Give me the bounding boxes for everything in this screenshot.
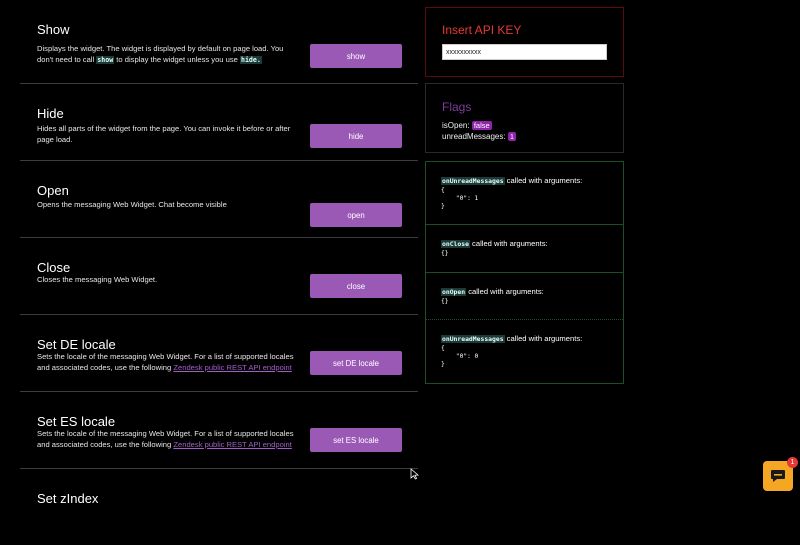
section-description: Hides all parts of the widget from the page. You can invoke it before or after page load. — [37, 124, 291, 144]
section-description: Opens the messaging Web Widget. Chat become visible — [37, 200, 227, 209]
section-description: Sets the locale of the messaging Web Widget. For a list of supported locales and associated codes, use the following Zendesk public REST API endpoint — [37, 352, 294, 372]
flag-isopen: isOpen: false — [442, 121, 490, 130]
section-hide — [20, 84, 418, 161]
flags-title: Flags — [442, 100, 472, 114]
event-entry: onUnreadMessages called with arguments: { "0": 0 } — [441, 334, 583, 368]
section-show — [20, 0, 418, 84]
event-entry: onClose called with arguments: {} — [426, 225, 623, 273]
event-entry: onUnreadMessages called with arguments: { "0": 1 } — [426, 162, 623, 225]
chat-bubble-icon — [770, 469, 786, 483]
close-button[interactable]: close — [310, 274, 402, 298]
status-column — [425, 7, 624, 384]
section-set-zindex — [20, 469, 418, 545]
mouse-cursor-icon — [410, 468, 420, 480]
set-es-locale-button[interactable]: set ES locale — [310, 428, 402, 452]
flag-value-badge: 1 — [509, 132, 514, 141]
flag-value-badge: false — [473, 121, 490, 130]
section-title: Hide — [37, 106, 64, 121]
section-set-es-locale — [20, 392, 418, 469]
section-title: Set ES locale — [37, 414, 116, 429]
section-title: Set DE locale — [37, 337, 116, 352]
section-title: Show — [37, 22, 70, 37]
open-button[interactable]: open — [310, 203, 402, 227]
api-key-panel — [425, 7, 624, 77]
section-open — [20, 161, 418, 238]
api-key-title: Insert API KEY — [442, 23, 522, 37]
section-title: Set zIndex — [37, 491, 99, 506]
hide-button[interactable]: hide — [310, 124, 402, 148]
section-description: Sets the locale of the messaging Web Widget. For a list of supported locales and associated codes, use the following Zendesk public REST API endpoint — [37, 429, 294, 449]
show-button[interactable]: show — [310, 44, 402, 68]
flags-panel — [425, 83, 624, 153]
section-close — [20, 238, 418, 315]
event-log — [425, 161, 624, 384]
zendesk-api-link[interactable]: Zendesk public REST API endpoint — [173, 440, 292, 449]
section-description: Displays the widget. The widget is displayed by default on page load. You don't need to call show to display the widget unless you use hide. — [37, 44, 284, 64]
set-de-locale-button[interactable]: set DE locale — [310, 351, 402, 375]
event-entry: onOpen called with arguments: {} — [426, 273, 623, 320]
zendesk-api-link[interactable]: Zendesk public REST API endpoint — [173, 363, 292, 372]
section-title: Open — [37, 183, 69, 198]
actions-column — [20, 0, 418, 545]
section-set-de-locale — [20, 315, 418, 392]
flag-unread-messages: unreadMessages: 1 — [442, 132, 514, 141]
section-description: Closes the messaging Web Widget. — [37, 275, 158, 284]
messaging-launcher-button[interactable] — [763, 461, 793, 491]
api-key-input[interactable] — [442, 44, 607, 60]
unread-badge: 1 — [787, 457, 798, 468]
section-title: Close — [37, 260, 71, 275]
